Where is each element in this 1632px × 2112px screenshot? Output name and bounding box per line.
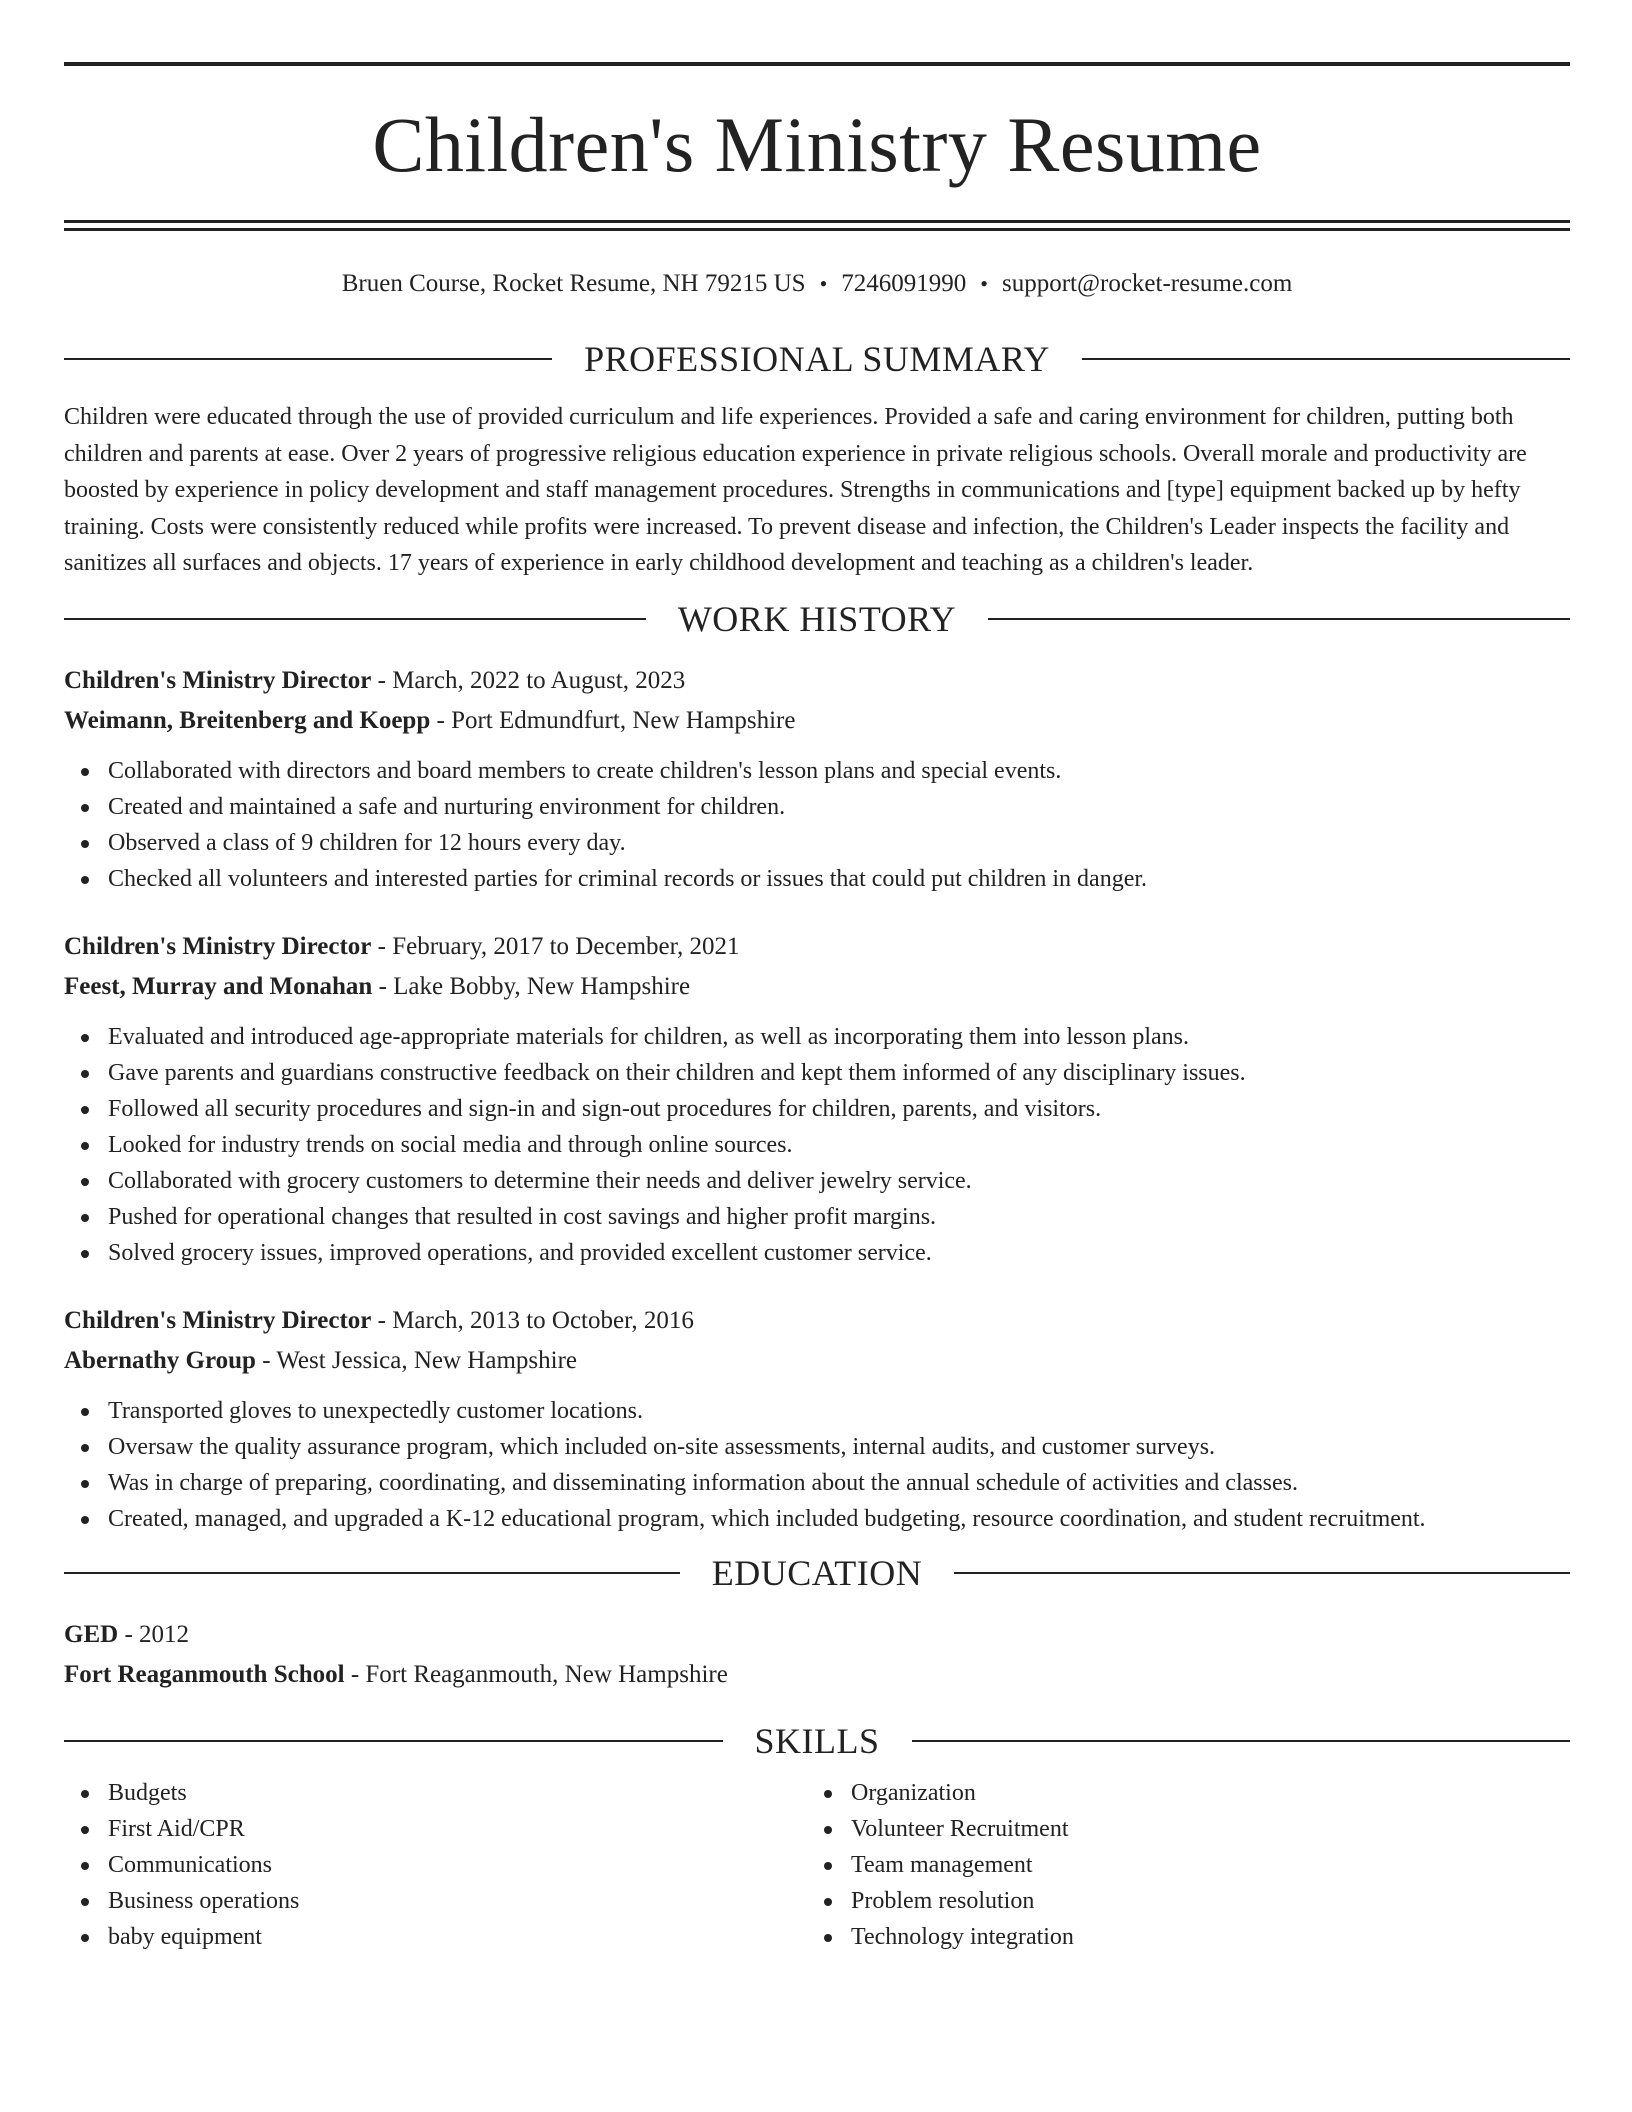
section-rule [64, 358, 552, 360]
job-bullet: Observed a class of 9 children for 12 hours every day. [64, 825, 1570, 861]
work-heading: WORK HISTORY [677, 598, 957, 639]
dash: - [118, 1620, 140, 1648]
skills-column-right [807, 1775, 1550, 1955]
job-bullet: Oversaw the quality assurance program, which included on-site assessments, internal audits, and customer surveys. [64, 1429, 1570, 1465]
dash: - [371, 932, 393, 960]
skill-item: Communications [64, 1847, 807, 1883]
job-title: Children's Ministry Director [64, 1306, 372, 1334]
section-rule [64, 1572, 680, 1574]
dash: - [344, 1660, 366, 1688]
skill-item: Team management [807, 1847, 1550, 1883]
education-degree-line [64, 1615, 1570, 1655]
job-bullets [64, 1393, 1570, 1537]
job-bullet: Looked for industry trends on social media and through online sources. [64, 1127, 1570, 1163]
job-bullet: Collaborated with directors and board members to create children's lesson plans and special events. [64, 753, 1570, 789]
contact-address: Bruen Course, Rocket Resume, NH 79215 US [341, 270, 806, 297]
skill-item: First Aid/CPR [64, 1811, 807, 1847]
job-bullet: Followed all security procedures and sign-in and sign-out procedures for children, parents, and visitors. [64, 1091, 1570, 1127]
contact-separator: • [980, 271, 988, 296]
education-section-header [64, 1553, 1570, 1593]
job-bullets [64, 1019, 1570, 1271]
section-rule [64, 1740, 723, 1742]
skill-item: Organization [807, 1775, 1550, 1811]
job-title-line [64, 661, 1570, 701]
job-bullet: Created, managed, and upgraded a K-12 educational program, which included budgeting, resource coordination, and student recruitment. [64, 1501, 1570, 1537]
section-rule [988, 618, 1570, 620]
skill-item: Business operations [64, 1883, 807, 1919]
job-title-line [64, 927, 1570, 967]
contact-email: support@rocket-resume.com [1001, 270, 1293, 297]
education-entry [64, 1615, 1570, 1695]
section-rule [912, 1740, 1571, 1742]
dash: - [372, 972, 394, 1000]
education-location: Fort Reaganmouth, New Hampshire [365, 1660, 728, 1688]
skill-item: baby equipment [64, 1919, 807, 1955]
skills-column-left [64, 1775, 807, 1955]
job-location: West Jessica, New Hampshire [276, 1346, 577, 1374]
job-bullet: Created and maintained a safe and nurturing environment for children. [64, 789, 1570, 825]
contact-phone: 7246091990 [841, 270, 967, 297]
job-dates: February, 2017 to December, 2021 [392, 932, 740, 960]
job-title: Children's Ministry Director [64, 932, 372, 960]
job-bullet: Collaborated with grocery customers to determine their needs and deliver jewelry service. [64, 1163, 1570, 1199]
job-bullet: Checked all volunteers and interested parties for criminal records or issues that could put children in danger. [64, 861, 1570, 897]
job-company: Weimann, Breitenberg and Koepp [64, 706, 431, 734]
job-location: Lake Bobby, New Hampshire [393, 972, 691, 1000]
education-degree: GED [64, 1620, 119, 1648]
contact-line [64, 269, 1570, 299]
title-double-rule [64, 220, 1570, 231]
education-school-line [64, 1655, 1570, 1695]
top-rule [64, 62, 1570, 66]
section-rule [64, 618, 646, 620]
resume-title: Children's Ministry Resume [372, 101, 1262, 188]
skills-section-header [64, 1721, 1570, 1761]
job-entry [64, 661, 1570, 897]
skills-heading: SKILLS [754, 1720, 880, 1761]
skill-item: Volunteer Recruitment [807, 1811, 1550, 1847]
job-title: Children's Ministry Director [64, 666, 372, 694]
skill-item: Problem resolution [807, 1883, 1550, 1919]
summary-text: Children were educated through the use of provided curriculum and life experiences. Provided a safe and caring environment for children, putting both children and parents at ease. Over 2 years of progressive religious education experience in private religious schools. Overall morale and productivity are boosted by experience in policy development and staff management procedures. Strengths in communications and [type] equipment backed up by hefty training. Costs were consistently reduced while profits were increased. To prevent disease and infection, the Children's Leader inspects the facility and sanitizes all surfaces and objects. 17 years of experience in early childhood development and teaching as a children's leader. [64, 404, 1527, 576]
job-bullet: Was in charge of preparing, coordinating, and disseminating information about the annual schedule of activities and classes. [64, 1465, 1570, 1501]
dash: - [371, 666, 393, 694]
section-rule [1082, 358, 1570, 360]
job-title-line [64, 1301, 1570, 1341]
skill-item: Technology integration [807, 1919, 1550, 1955]
job-location: Port Edmundfurt, New Hampshire [451, 706, 796, 734]
work-section-header [64, 599, 1570, 639]
resume-page [64, 62, 1570, 1955]
summary-section-header [64, 339, 1570, 379]
job-company: Feest, Murray and Monahan [64, 972, 373, 1000]
job-entry [64, 1301, 1570, 1537]
education-heading: EDUCATION [711, 1552, 923, 1593]
job-bullets [64, 753, 1570, 897]
education-year: 2012 [139, 1620, 190, 1648]
job-company-line [64, 967, 1570, 1007]
job-bullet: Pushed for operational changes that resulted in cost savings and higher profit margins. [64, 1199, 1570, 1235]
dash: - [430, 706, 452, 734]
job-company-line [64, 701, 1570, 741]
job-bullet: Gave parents and guardians constructive feedback on their children and kept them informed of any disciplinary issues. [64, 1055, 1570, 1091]
job-company-line [64, 1341, 1570, 1381]
job-entry [64, 927, 1570, 1271]
section-rule [954, 1572, 1570, 1574]
job-dates: March, 2013 to October, 2016 [392, 1306, 694, 1334]
contact-separator: • [819, 271, 828, 296]
job-dates: March, 2022 to August, 2023 [392, 666, 686, 694]
skill-item: Budgets [64, 1775, 807, 1811]
job-bullet: Evaluated and introduced age-appropriate materials for children, as well as incorporating them into lesson plans. [64, 1019, 1570, 1055]
dash: - [371, 1306, 393, 1334]
dash: - [255, 1346, 277, 1374]
job-bullet: Transported gloves to unexpectedly customer locations. [64, 1393, 1570, 1429]
job-bullet: Solved grocery issues, improved operations, and provided excellent customer service. [64, 1235, 1570, 1271]
job-company: Abernathy Group [64, 1346, 256, 1374]
summary-heading: PROFESSIONAL SUMMARY [584, 339, 1050, 379]
education-school: Fort Reaganmouth School [64, 1660, 345, 1688]
skills-grid [64, 1775, 1570, 1955]
